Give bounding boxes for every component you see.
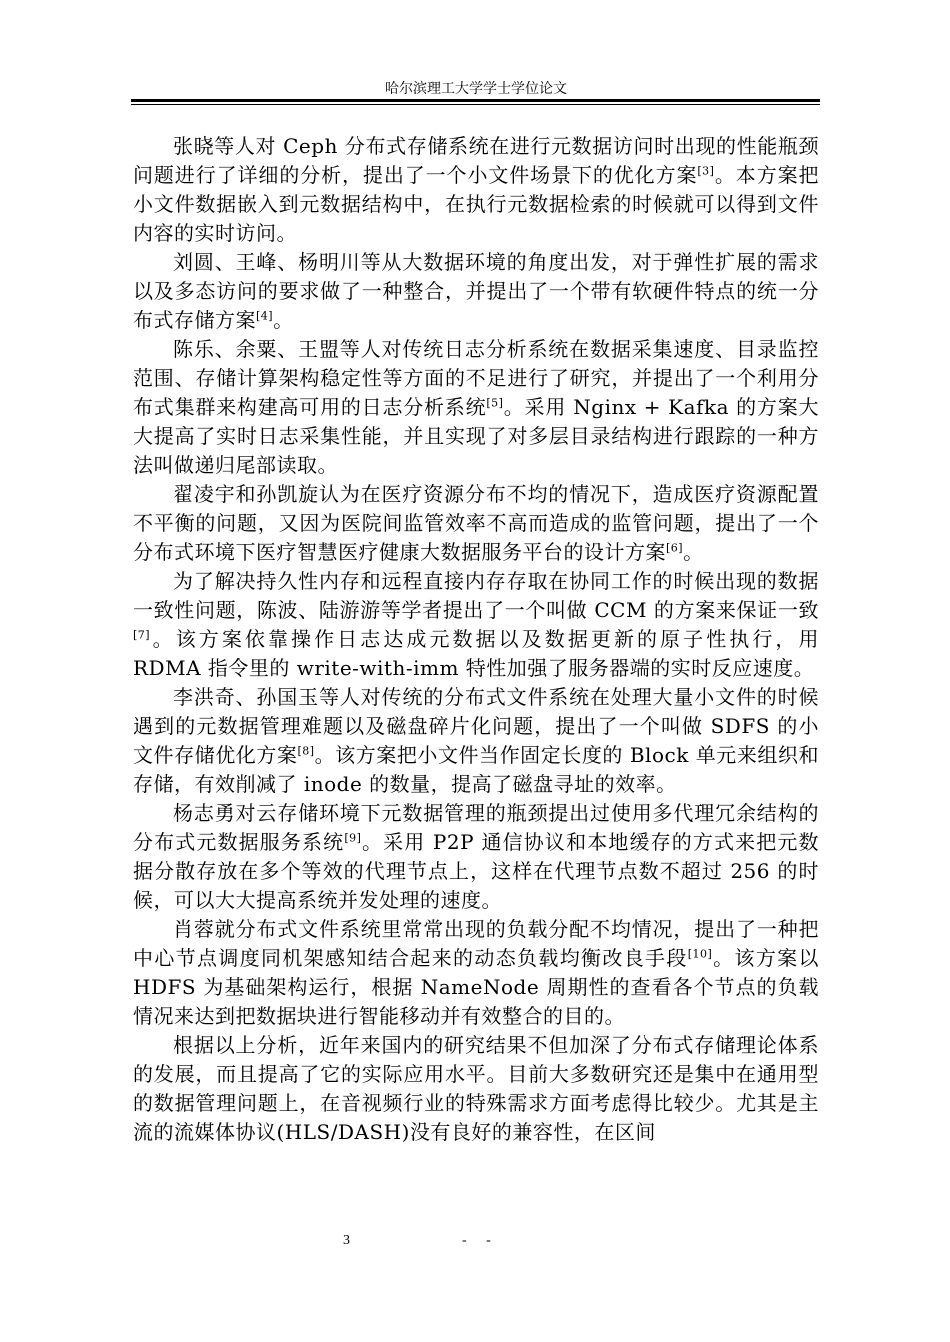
citation: [3] <box>697 164 715 178</box>
footer-marks: - - <box>462 1233 499 1248</box>
header-rule-thick <box>131 99 820 102</box>
paragraph: 张晓等人对 Ceph 分布式存储系统在进行元数据访问时出现的性能瓶颈问题进行了详细的分析，提出了一个小文件场景下的优化方案[3]。本方案把小文件数据嵌入到元数据结构中，在执行元数据检索的时候就可以得到文件内容的实时访问。 <box>133 134 820 245</box>
paragraph: 为了解决持久性内存和远程直接内存存取在协同工作的时候出现的数据一致性问题，陈波、陆游游等学者提出了一个叫做 CCM 的方案来保证一致[7]。该方案依靠操作日志达成元数据以及数据更新的原子性执行，用 RDMA 指令里的 write-with-imm 特性加强了服务器端的实时反应速度。 <box>133 569 819 680</box>
citation: [9] <box>344 831 362 845</box>
citation: [5] <box>486 396 504 410</box>
citation: [10] <box>687 947 713 961</box>
header-rule-thin <box>131 104 820 105</box>
paragraph: 杨志勇对云存储环境下元数据管理的瓶颈提出过使用多代理冗余结构的分布式元数据服务系统[9]。采用 P2P 通信协议和本地缓存的方式来把元数据分散存放在多个等效的代理节点上，这样在代理节点数不超过 256 的时候，可以大大提高系统并发处理的速度。 <box>133 801 820 912</box>
page-number: 3 <box>343 1233 350 1248</box>
paragraph: 肖蓉就分布式文件系统里常常出现的负载分配不均情况，提出了一种把中心节点调度同机架感知结合起来的动态负载均衡改良手段[10]。该方案以 HDFS 为基础架构运行，根据 NameNode 周期性的查看各个节点的负载情况来达到把数据块进行智能移动并有效整合的目的。 <box>133 917 820 1028</box>
citation: [7] <box>133 628 151 642</box>
body-text <box>133 132 819 1147</box>
citation: [8] <box>297 744 315 758</box>
paragraph: 翟凌宇和孙凯旋认为在医疗资源分布不均的情况下，造成医疗资源配置不平衡的问题，又因为医院间监管效率不高而造成的监管问题，提出了一个分布式环境下医疗智慧医疗健康大数据服务平台的设计方案[6]。 <box>133 482 819 564</box>
running-header: 哈尔滨理工大学学士学位论文 <box>385 81 567 97</box>
paragraph: 李洪奇、孙国玉等人对传统的分布式文件系统在处理大量小文件的时候遇到的元数据管理难题以及磁盘碎片化问题，提出了一个叫做 SDFS 的小文件存储优化方案[8]。该方案把小文件当作固定长度的 Block 单元来组织和存储，有效削减了 inode 的数量，提高了磁盘寻址的效率。 <box>133 685 820 796</box>
paragraph: 陈乐、余粟、王盟等人对传统日志分析系统在数据采集速度、目录监控范围、存储计算架构稳定性等方面的不足进行了研究，并提出了一个利用分布式集群来构建高可用的日志分析系统[5]。采用 Nginx + Kafka 的方案大大提高了实时日志采集性能，并且实现了对多层目录结构进行跟踪的一种方法叫做递归尾部读取。 <box>133 337 820 477</box>
citation: [6] <box>666 541 684 555</box>
paragraph: 刘圆、王峰、杨明川等从大数据环境的角度出发，对于弹性扩展的需求以及多态访问的要求做了一种整合，并提出了一个带有软硬件特点的统一分布式存储方案[4]。 <box>133 250 819 332</box>
paragraph: 根据以上分析，近年来国内的研究结果不但加深了分布式存储理论体系的发展，而且提高了它的实际应用水平。目前大多数研究还是集中在通用型的数据管理问题上，在音视频行业的特殊需求方面考虑得比较少。尤其是主流的流媒体协议(HLS/DASH)没有良好的兼容性，在区间 <box>133 1033 819 1144</box>
citation: [4] <box>256 309 274 323</box>
